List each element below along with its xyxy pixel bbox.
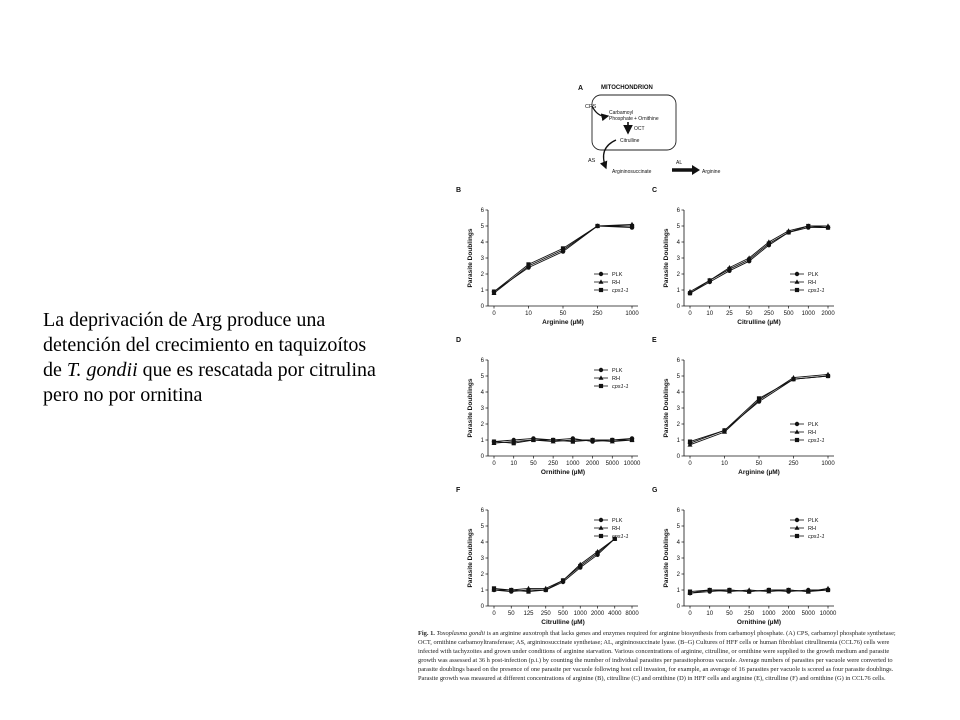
x-tick-label: 1000 (566, 461, 580, 467)
data-point-cps1-1 (571, 440, 575, 444)
y-axis-label: Parasite Doublings (663, 228, 670, 288)
x-tick-label: 50 (559, 311, 567, 317)
x-tick-label: 0 (688, 611, 692, 617)
x-tick-label: 2000 (590, 611, 605, 617)
data-point-cps1-1 (727, 267, 731, 271)
x-tick-label: 1000 (762, 611, 776, 617)
legend-label: RH (612, 280, 620, 286)
data-point-cps1-1 (492, 586, 496, 590)
legend-marker (795, 288, 799, 292)
x-tick-label: 2000 (821, 311, 835, 317)
y-tick-label: 4 (480, 240, 484, 246)
x-tick-label: 8000 (625, 611, 639, 617)
x-tick-label: 10000 (623, 461, 641, 467)
x-tick-label: 50 (530, 461, 537, 467)
figure-caption (418, 629, 896, 684)
x-axis-label: Arginine (µM) (542, 319, 584, 326)
data-point-cps1-1 (544, 588, 548, 592)
x-axis-label: Ornithine (µM) (540, 469, 586, 476)
panel-letter: D (456, 337, 462, 344)
legend-marker (795, 518, 799, 522)
y-tick-label: 5 (676, 524, 680, 530)
y-axis-label: Parasite Doublings (663, 378, 670, 438)
data-point-cps1-1 (826, 374, 830, 378)
legend-label: RH (612, 376, 620, 382)
y-tick-label: 6 (480, 508, 484, 514)
x-tick-label: 250 (788, 461, 799, 467)
y-tick-label: 2 (676, 272, 680, 278)
x-tick-label: 250 (540, 611, 551, 617)
x-tick-label: 125 (523, 611, 534, 617)
y-tick-label: 3 (480, 406, 484, 412)
y-tick-label: 0 (480, 304, 484, 310)
carbamoyl-label: Carbamoyl (609, 110, 634, 116)
y-tick-label: 1 (676, 588, 680, 594)
legend-label: RH (808, 430, 816, 436)
caption-text: is an arginine auxotroph that lacks genes and enzymes required for arginine biosynthesis from carbamoyl phosphate. (A) CPS, carbamoyl phosphate synthetase; OCT, ornithine carbamoyltransferase; AS, argininosuccinate synthetase; AL, argininosuccinate lyase. (B–G) Cultures of HFF cells or human fibroblast citrullinemia (CCL76) cells were infected with tachyzoites and grown under conditions of arginine starvation. Various concentrations of arginine, citrulline, or ornithine were supplied to the growth medium and parasite growth was assessed at 36 h post-infection (p.i.) by counting the number of individual parasites per parasitophorous vacuole. Average numbers of parasites per vacuole were converted to parasite doublings based on the presence of one parasite per vacuole following host cell invasion, for example, an average of 16 parasites per vacuole is scored as four parasite doublings. Parasite growth was measured at different concentrations of arginine (B), citrulline (C) and ornithine (D) in HFF cells and arginine (E), citrulline (F) and ornithine (G) in CCL76 cells. (418, 630, 896, 683)
data-point-cps1-1 (512, 441, 516, 445)
data-point-cps1-1 (595, 551, 599, 555)
panel-letter: E (652, 337, 657, 344)
data-point-cps1-1 (590, 438, 594, 442)
argininosuccinate-label: Argininosuccinate (612, 169, 652, 175)
legend-marker (795, 272, 799, 276)
y-tick-label: 5 (676, 374, 680, 380)
x-tick-label: 10000 (819, 611, 837, 617)
y-tick-label: 3 (676, 556, 680, 562)
y-tick-label: 6 (480, 208, 484, 214)
x-tick-label: 2000 (585, 461, 600, 467)
legend-label: RH (808, 526, 816, 532)
y-tick-label: 2 (676, 572, 680, 578)
data-point-cps1-1 (595, 224, 599, 228)
legend-label: RH (612, 526, 620, 532)
legend-marker (599, 525, 604, 529)
legend-marker (599, 368, 603, 372)
oct-label: OCT (634, 126, 645, 132)
x-tick-label: 50 (507, 611, 515, 617)
x-tick-label: 250 (548, 461, 559, 467)
data-point-cps1-1 (561, 246, 565, 250)
y-tick-label: 0 (676, 454, 680, 460)
data-point-cps1-1 (757, 396, 761, 400)
y-tick-label: 5 (480, 524, 484, 530)
data-point-cps1-1 (630, 224, 634, 228)
panel-letter: B (456, 187, 462, 194)
legend-label: PLK (612, 368, 623, 374)
x-tick-label: 5000 (801, 611, 815, 617)
legend-marker (795, 422, 799, 426)
y-tick-label: 6 (676, 358, 680, 364)
citrulline-label: Citrulline (620, 138, 640, 144)
data-point-cps1-1 (806, 224, 810, 228)
y-tick-label: 4 (480, 540, 484, 546)
x-tick-label: 250 (744, 611, 755, 617)
pathway-diagram (578, 85, 721, 175)
x-tick-label: 1000 (625, 311, 639, 317)
x-tick-label: 0 (492, 611, 496, 617)
x-tick-label: 1000 (821, 461, 835, 467)
panel-letter: C (652, 187, 658, 194)
y-axis-label: Parasite Doublings (663, 528, 670, 588)
as-label: AS (588, 158, 596, 164)
x-tick-label: 1000 (573, 611, 587, 617)
x-tick-label: 25 (726, 311, 733, 317)
cps-label: CPS (585, 104, 597, 110)
data-point-cps1-1 (826, 226, 830, 230)
y-tick-label: 4 (676, 390, 680, 396)
y-tick-label: 6 (480, 358, 484, 364)
chart-e (652, 337, 835, 476)
data-point-cps1-1 (786, 588, 790, 592)
y-tick-label: 4 (676, 240, 680, 246)
legend-marker (795, 534, 799, 538)
y-tick-label: 0 (480, 454, 484, 460)
y-tick-label: 3 (676, 406, 680, 412)
legend-marker (599, 534, 603, 538)
arginine-label: Arginine (702, 169, 721, 175)
panel-letter: G (652, 487, 658, 494)
mitochondrion-label: MITOCHONDRION (601, 85, 653, 91)
x-axis-label: Citrulline (µM) (541, 619, 585, 626)
y-tick-label: 5 (480, 374, 484, 380)
x-tick-label: 10 (525, 311, 532, 317)
growth-charts (456, 187, 837, 626)
x-tick-label: 0 (492, 311, 496, 317)
y-tick-label: 1 (480, 438, 484, 444)
data-point-cps1-1 (747, 258, 751, 262)
series-line-PLK (494, 539, 615, 592)
x-tick-label: 10 (721, 461, 728, 467)
data-point-cps1-1 (747, 590, 751, 594)
legend-marker (795, 279, 800, 283)
legend-label: PLK (808, 272, 819, 278)
data-point-cps1-1 (688, 590, 692, 594)
legend-label: PLK (612, 272, 623, 278)
legend-label: cps1-1 (612, 384, 629, 390)
y-tick-label: 0 (676, 604, 680, 610)
legend-label: RH (808, 280, 816, 286)
legend-label: cps1-1 (808, 438, 825, 444)
panel-letter-a: A (578, 85, 584, 92)
x-axis-label: Arginine (µM) (738, 469, 780, 476)
x-tick-label: 50 (755, 461, 763, 467)
y-axis-label: Parasite Doublings (467, 528, 474, 588)
legend-marker (795, 438, 799, 442)
slide-text-part-1: La deprivación de Arg produce una detención del crecimiento en taquizoítos de (43, 309, 367, 381)
data-point-cps1-1 (578, 564, 582, 568)
y-tick-label: 6 (676, 508, 680, 514)
x-tick-label: 250 (763, 311, 774, 317)
legend-marker (795, 525, 800, 529)
data-point-cps1-1 (526, 262, 530, 266)
al-arrow-head (692, 165, 700, 175)
data-point-cps1-1 (551, 438, 555, 442)
data-point-cps1-1 (610, 438, 614, 442)
phosphate-label: Phosphate (609, 116, 633, 122)
data-point-cps1-1 (826, 588, 830, 592)
y-tick-label: 4 (480, 390, 484, 396)
x-tick-label: 50 (745, 311, 753, 317)
data-point-cps1-1 (526, 590, 530, 594)
figure-panels (402, 78, 896, 628)
series-line-cps1-1 (494, 539, 615, 592)
paper-figure (402, 78, 896, 720)
y-axis-label: Parasite Doublings (467, 228, 474, 288)
legend-marker (599, 375, 604, 379)
x-tick-label: 4000 (608, 611, 622, 617)
x-tick-label: 10 (706, 611, 714, 617)
slide-body-text (43, 308, 388, 408)
y-tick-label: 3 (480, 256, 484, 262)
data-point-cps1-1 (791, 377, 795, 381)
legend-marker (599, 279, 604, 283)
y-tick-label: 2 (480, 272, 484, 278)
x-axis-label: Citrulline (µM) (737, 319, 781, 326)
y-tick-label: 5 (676, 224, 680, 230)
x-tick-label: 500 (783, 311, 794, 317)
chart-d (456, 337, 641, 476)
y-tick-label: 3 (480, 556, 484, 562)
x-tick-label: 0 (688, 311, 692, 317)
data-point-cps1-1 (727, 588, 731, 592)
x-tick-label: 50 (726, 611, 733, 617)
data-point-cps1-1 (722, 428, 726, 432)
slide-text-part-3: que es rescatada por citrulina pero no por ornitina (43, 359, 376, 406)
as-arrow (604, 140, 616, 168)
chart-g (652, 487, 837, 626)
legend-marker (599, 288, 603, 292)
data-point-cps1-1 (688, 291, 692, 295)
caption-species: Toxoplasma gondii (436, 630, 486, 637)
data-point-cps1-1 (630, 438, 634, 442)
y-tick-label: 1 (676, 438, 680, 444)
y-tick-label: 4 (676, 540, 680, 546)
legend-label: PLK (808, 422, 819, 428)
data-point-cps1-1 (708, 278, 712, 282)
data-point-cps1-1 (767, 242, 771, 246)
y-tick-label: 1 (480, 588, 484, 594)
data-point-cps1-1 (708, 588, 712, 592)
caption-fig-label: Fig. 1. (418, 630, 435, 637)
chart-b (456, 187, 639, 326)
data-point-cps1-1 (688, 440, 692, 444)
data-point-cps1-1 (786, 230, 790, 234)
legend-marker (599, 272, 603, 276)
ornithine-label: + Ornithine (634, 116, 659, 122)
legend-marker (599, 518, 603, 522)
chart-c (652, 187, 835, 326)
legend-marker (795, 429, 800, 433)
x-tick-label: 10 (706, 311, 714, 317)
y-tick-label: 3 (676, 256, 680, 262)
y-tick-label: 5 (480, 224, 484, 230)
x-tick-label: 1000 (801, 311, 815, 317)
y-tick-label: 1 (480, 288, 484, 294)
legend-label: cps1-1 (612, 534, 629, 540)
x-tick-label: 2000 (781, 611, 796, 617)
x-tick-label: 10 (510, 461, 518, 467)
y-tick-label: 1 (676, 288, 680, 294)
series-line-RH (494, 539, 615, 590)
data-point-cps1-1 (492, 440, 496, 444)
data-point-cps1-1 (531, 438, 535, 442)
y-tick-label: 2 (676, 422, 680, 428)
y-tick-label: 2 (480, 572, 484, 578)
legend-label: PLK (612, 518, 623, 524)
x-axis-label: Ornithine (µM) (736, 619, 782, 626)
y-tick-label: 0 (480, 604, 484, 610)
data-point-cps1-1 (492, 290, 496, 294)
x-tick-label: 5000 (605, 461, 619, 467)
al-label: AL (676, 160, 683, 166)
data-point-cps1-1 (561, 578, 565, 582)
y-tick-label: 0 (676, 304, 680, 310)
data-point-cps1-1 (767, 588, 771, 592)
legend-label: cps1-1 (808, 288, 825, 294)
legend-marker (599, 384, 603, 388)
chart-f (456, 487, 639, 626)
legend-label: cps1-1 (808, 534, 825, 540)
y-tick-label: 6 (676, 208, 680, 214)
legend-label: PLK (808, 518, 819, 524)
y-tick-label: 2 (480, 422, 484, 428)
x-tick-label: 500 (557, 611, 569, 617)
species-name: T. gondii (66, 359, 138, 381)
data-point-cps1-1 (806, 590, 810, 594)
data-point-cps1-1 (509, 588, 513, 592)
x-tick-label: 250 (592, 311, 603, 317)
x-tick-label: 0 (688, 461, 692, 467)
panel-letter: F (456, 487, 461, 494)
y-axis-label: Parasite Doublings (467, 378, 474, 438)
x-tick-label: 0 (492, 461, 496, 467)
legend-label: cps1-1 (612, 288, 629, 294)
